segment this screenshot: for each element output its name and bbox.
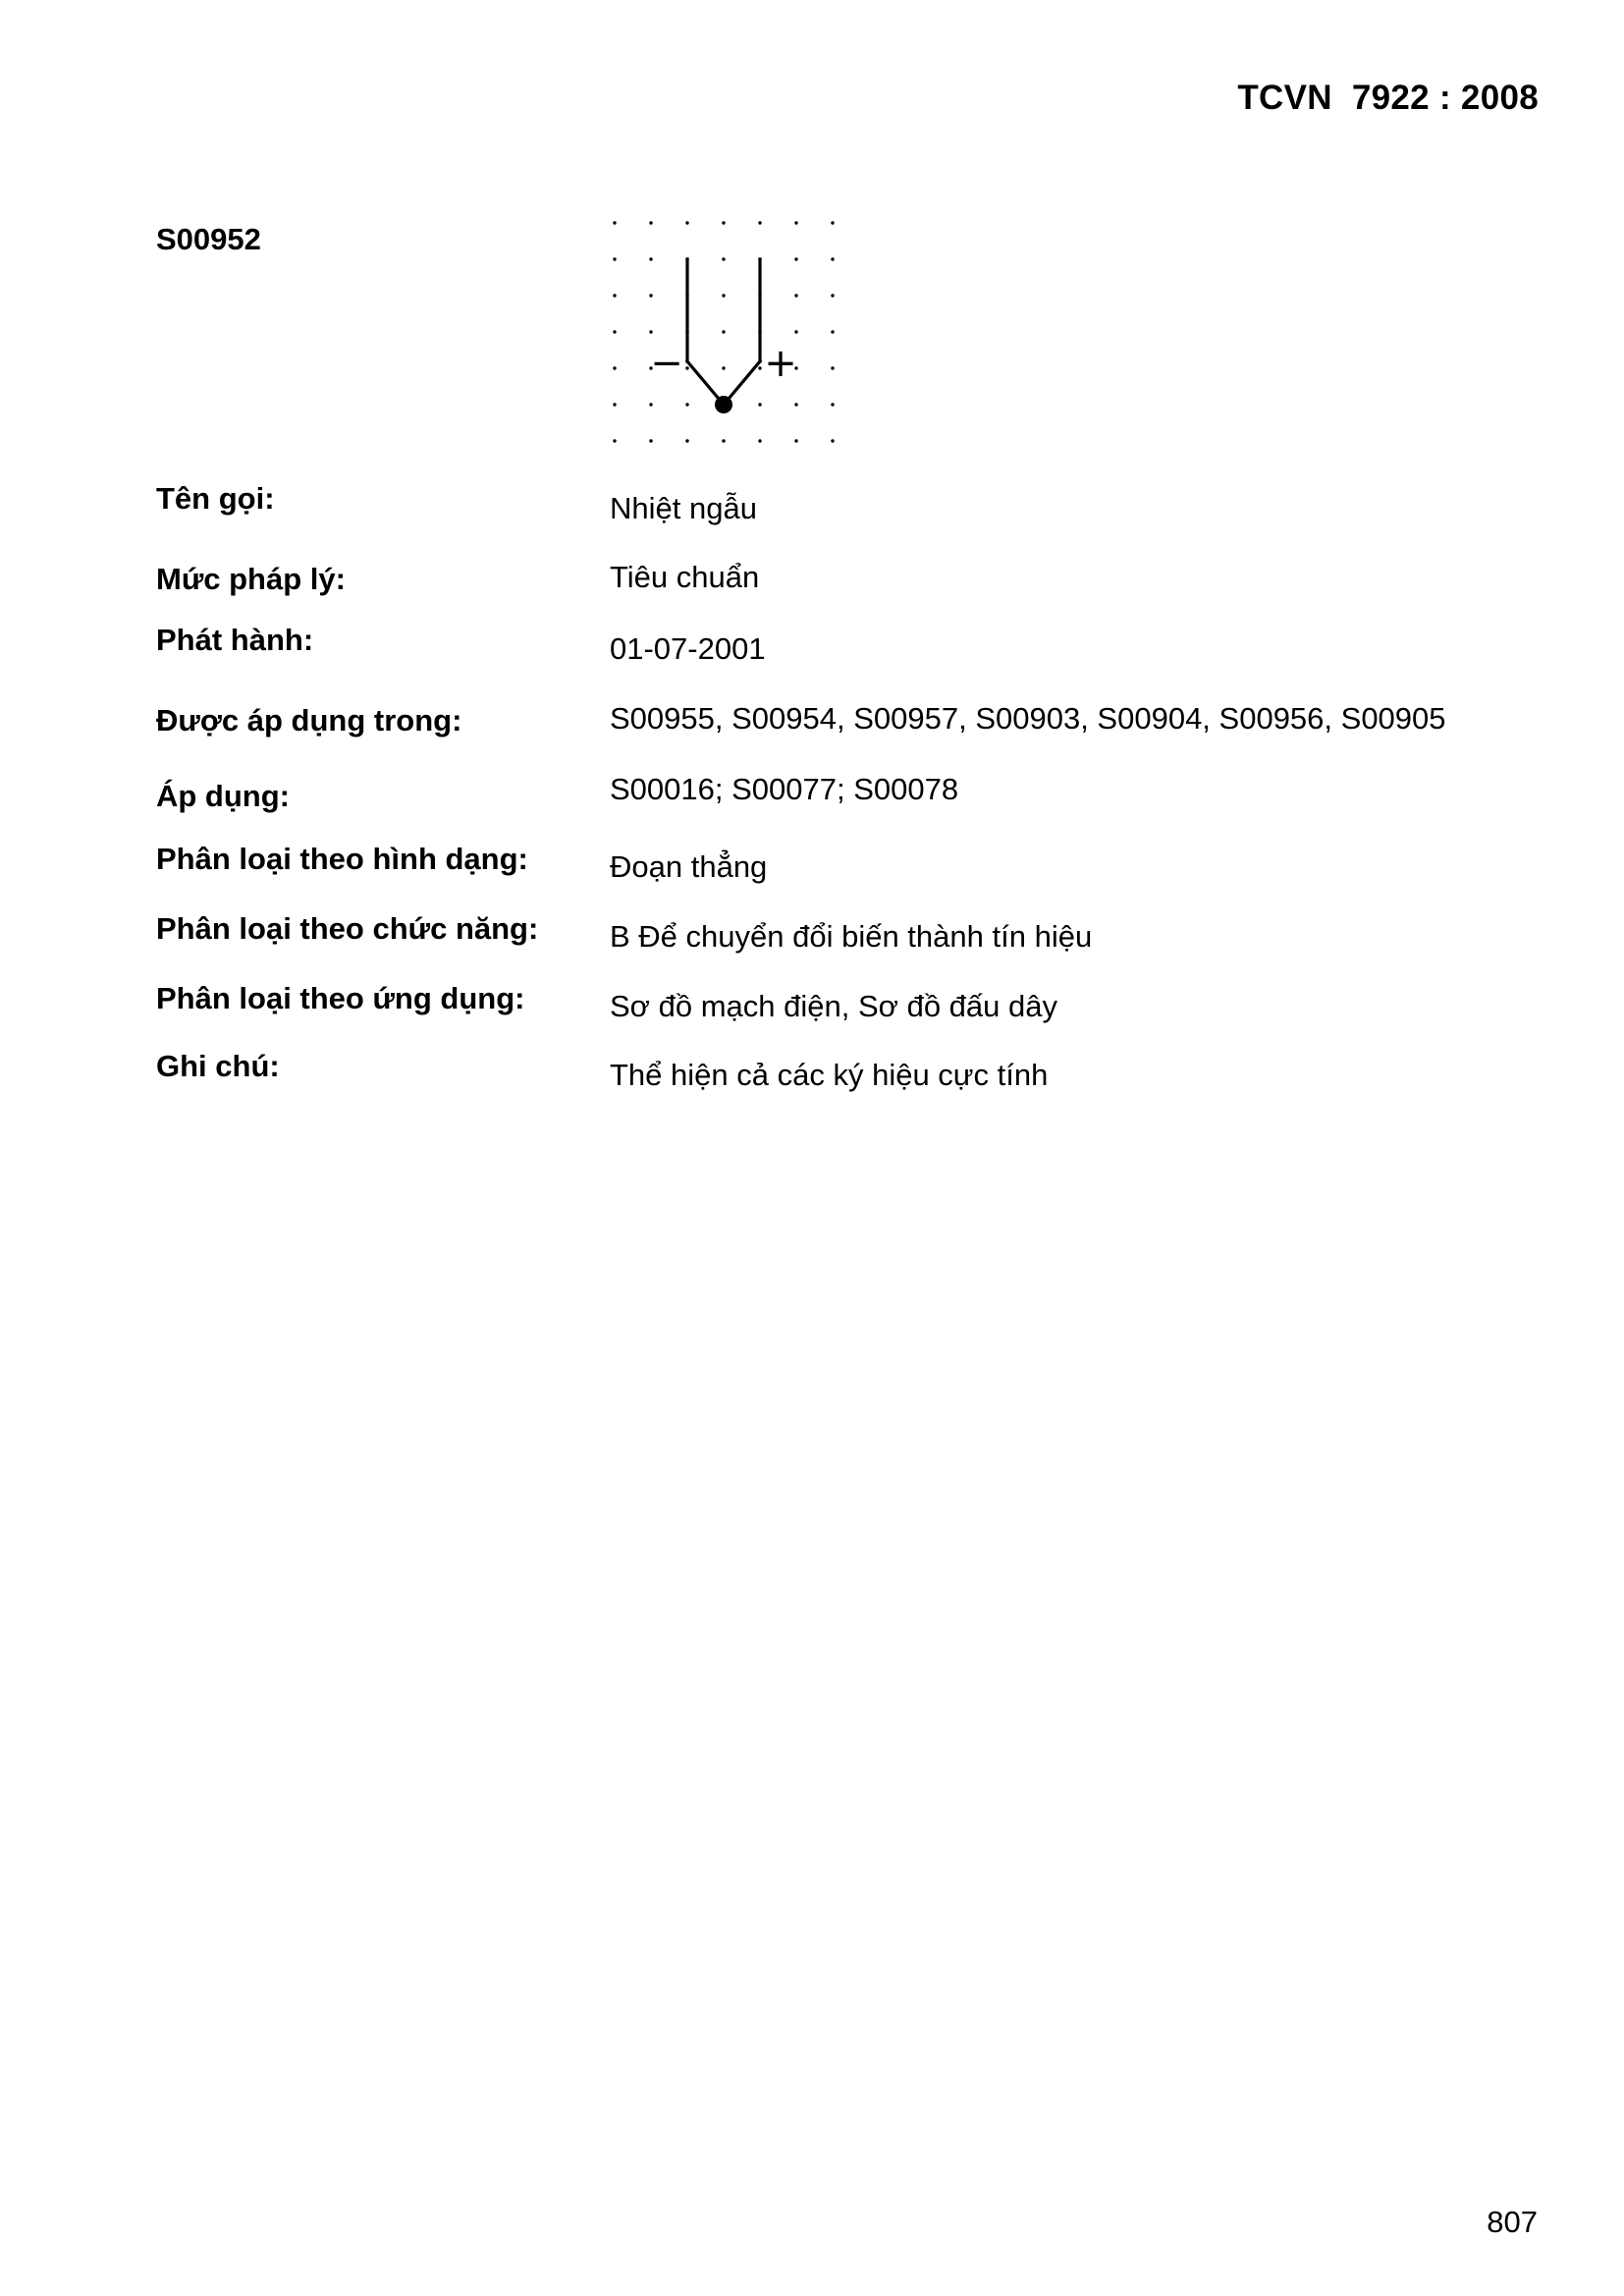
field-label-ten-goi: Tên gọi: bbox=[156, 481, 275, 516]
field-value-phan-loai-hinh-dang: Đoạn thẳng bbox=[610, 849, 768, 884]
standard-header: TCVN 7922 : 2008 bbox=[1237, 79, 1539, 117]
field-value-ten-goi: Nhiệt ngẫu bbox=[610, 491, 757, 525]
thermocouple-symbol-icon bbox=[600, 208, 855, 454]
field-value-muc-phap-ly: Tiêu chuẩn bbox=[610, 560, 760, 594]
field-label-phan-loai-ung-dung: Phân loại theo ứng dụng: bbox=[156, 981, 525, 1015]
field-label-ghi-chu: Ghi chú: bbox=[156, 1049, 280, 1083]
field-label-duoc-ap-dung-trong: Được áp dụng trong: bbox=[156, 703, 462, 738]
field-value-ghi-chu: Thể hiện cả các ký hiệu cực tính bbox=[610, 1058, 1049, 1092]
field-label-phat-hanh: Phát hành: bbox=[156, 623, 314, 657]
field-value-duoc-ap-dung-trong: S00955, S00954, S00957, S00903, S00904, S00956, S00905 bbox=[610, 701, 1446, 736]
field-label-ap-dung: Áp dụng: bbox=[156, 779, 291, 813]
plus-sign: + bbox=[764, 341, 797, 386]
page-number: 807 bbox=[1487, 2205, 1538, 2239]
field-label-phan-loai-hinh-dang: Phân loại theo hình dạng: bbox=[156, 842, 528, 876]
field-value-phan-loai-chuc-nang: B Để chuyển đổi biến thành tín hiệu bbox=[610, 919, 1093, 954]
symbol-code: S00952 bbox=[156, 222, 261, 256]
junction-dot bbox=[715, 396, 732, 413]
field-value-phat-hanh: 01-07-2001 bbox=[610, 631, 766, 666]
field-label-muc-phap-ly: Mức pháp lý: bbox=[156, 562, 346, 596]
field-label-phan-loai-chuc-nang: Phân loại theo chức năng: bbox=[156, 911, 539, 946]
minus-sign: − bbox=[650, 341, 683, 386]
field-value-ap-dung: S00016; S00077; S00078 bbox=[610, 772, 959, 806]
field-value-phan-loai-ung-dung: Sơ đồ mạch điện, Sơ đồ đấu dây bbox=[610, 989, 1057, 1023]
